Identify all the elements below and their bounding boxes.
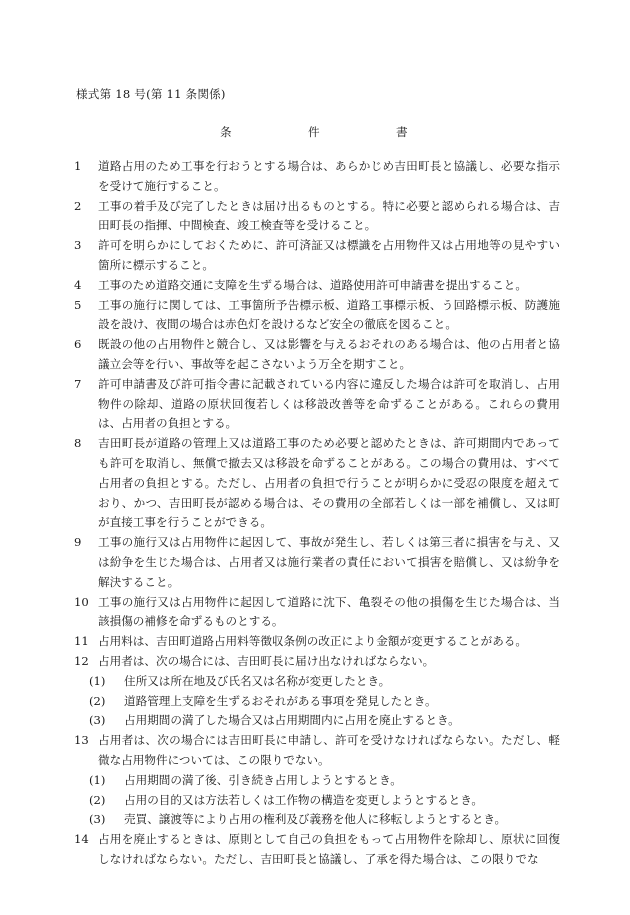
list-item	[74, 375, 560, 434]
item-text: 工事の施行に関しては、工事箇所予告標示板、道路工事標示板、う回路標示板、防護施設を設け、夜間の場合は赤色灯を設けるなど安全の徹底を図ること。	[98, 297, 560, 332]
sub-item	[74, 672, 560, 692]
item-number: 3	[74, 238, 82, 253]
sub-item-text: 占用期間の満了した場合又は占用期間内に占用を廃止するとき。	[124, 713, 460, 728]
item-text: 工事の施行又は占用物件に起因して道路に沈下、亀裂その他の損傷を生じた場合は、当該損傷の補修を命ずるものとする。	[98, 594, 560, 629]
list-item	[74, 335, 560, 375]
item-number: 5	[74, 297, 82, 312]
list-item	[74, 296, 560, 336]
sub-item-text: 占用期間の満了後、引き続き占用しようとするとき。	[124, 772, 402, 787]
sub-item	[74, 692, 560, 712]
item-number: 4	[74, 277, 82, 292]
item-text: 許可を明らかにしておくために、許可済証又は標識を占用物件又は占用地等の見やすい箇所に標示すること。	[98, 238, 560, 272]
item-number: 11	[74, 634, 89, 649]
list-item	[74, 533, 560, 592]
conditions-list	[74, 157, 560, 870]
list-item	[74, 236, 560, 276]
sub-item	[74, 711, 560, 731]
sub-item-number: (1)	[89, 772, 106, 787]
sub-item	[74, 771, 560, 791]
item-number: 9	[74, 535, 82, 550]
item-number: 10	[74, 594, 89, 609]
item-text: 工事の施行又は占用物件に起因して、事故が発生し、若しくは第三者に損害を与え、又は紛争を生じた場合は、占用者又は施行業者の責任において損害を賠償し、又は紛争を解決すること。	[98, 535, 560, 589]
item-text: 吉田町長が道路の管理上又は道路工事のため必要と認めたときは、許可期間内であっても許可を取消し、無償で撤去又は移設を命ずることがある。この場合の費用は、すべて占用者の負担とする。ただし、占用者の負担で行うことが明らかに受忍の限度を超えており、かつ、吉田町長が認める場合は、その費用の全部若しくは一部を補償し、又は町が直接工事を行うことができる。	[98, 436, 560, 530]
list-item	[74, 593, 560, 633]
item-text: 許可申請書及び許可指令書に記載されている内容に違反した場合は許可を取消し、占用物件の除却、道路の原状回復若しくは移設改善等を命ずることがある。これらの費用は、占用者の負担とする。	[98, 376, 560, 431]
sub-item-number: (2)	[89, 693, 106, 708]
item-number: 6	[74, 337, 82, 352]
title-char-3: 書	[396, 125, 408, 139]
item-number: 14	[74, 832, 89, 847]
item-text: 占用者は、次の場合には吉田町長に申請し、許可を受けなければならない。ただし、軽微な占用物件については、この限りでない。	[98, 733, 560, 767]
item-text: 占用料は、吉田町道路占用料等徴収条例の改正により金額が変更することがある。	[98, 634, 527, 649]
sub-item-text: 道路管理上支障を生ずるおそれがある事項を発見したとき。	[124, 693, 437, 708]
sub-item-number: (1)	[89, 673, 106, 688]
item-text: 既設の他の占用物件と競合し、又は影響を与えるおそれのある場合は、他の占用者と協議立会等を行い、事故等を起こさないよう万全を期すこと。	[98, 337, 560, 371]
item-text: 占用者は、次の場合には、吉田町長に届け出なければならない。	[98, 653, 435, 668]
item-text: 工事のため道路交通に支障を生ずる場合は、道路使用許可申請書を提出すること。	[98, 277, 527, 292]
sub-item-text: 占用の目的又は方法若しくは工作物の構造を変更しようとするとき。	[124, 792, 483, 807]
item-number: 7	[74, 376, 82, 391]
list-item	[74, 632, 560, 652]
sub-item	[74, 810, 560, 830]
sub-item-text: 住所又は所在地及び氏名又は名称が変更したとき。	[124, 673, 391, 688]
item-number: 12	[74, 653, 89, 668]
sub-item-number: (3)	[89, 812, 106, 827]
item-text: 道路占用のため工事を行おうとする場合は、あらかじめ吉田町長と協議し、必要な指示を受けて施行すること。	[98, 159, 560, 193]
item-number: 8	[74, 436, 82, 451]
list-item	[74, 197, 560, 237]
item-number: 13	[74, 733, 89, 748]
title-char-2: 件	[308, 125, 320, 139]
sub-item-number: (3)	[89, 713, 106, 728]
item-number: 2	[74, 198, 82, 213]
list-item	[74, 731, 560, 771]
item-text: 工事の着手及び完了したときは届け出るものとする。特に必要と認められる場合は、吉田町長の指揮、中間検査、竣工検査等を受けること。	[98, 198, 560, 233]
document-title	[214, 124, 414, 140]
form-number: 様式第 18 号(第 11 条関係)	[76, 87, 226, 101]
list-item	[74, 276, 560, 296]
list-item	[74, 830, 560, 870]
item-text: 占用を廃止するときは、原則として自己の負担をもって占用物件を除却し、原状に回復しなければならない。ただし、吉田町長と協議し、了承を得た場合は、この限りでな	[98, 832, 560, 866]
sub-item-text: 売買、譲渡等により占用の権利及び義務を他人に移転しようとするとき。	[124, 812, 507, 827]
sub-item-number: (2)	[89, 792, 106, 807]
title-char-1: 条	[220, 125, 232, 139]
list-item	[74, 652, 560, 672]
list-item	[74, 157, 560, 197]
list-item	[74, 434, 560, 533]
item-number: 1	[74, 159, 82, 173]
sub-item	[74, 791, 560, 811]
